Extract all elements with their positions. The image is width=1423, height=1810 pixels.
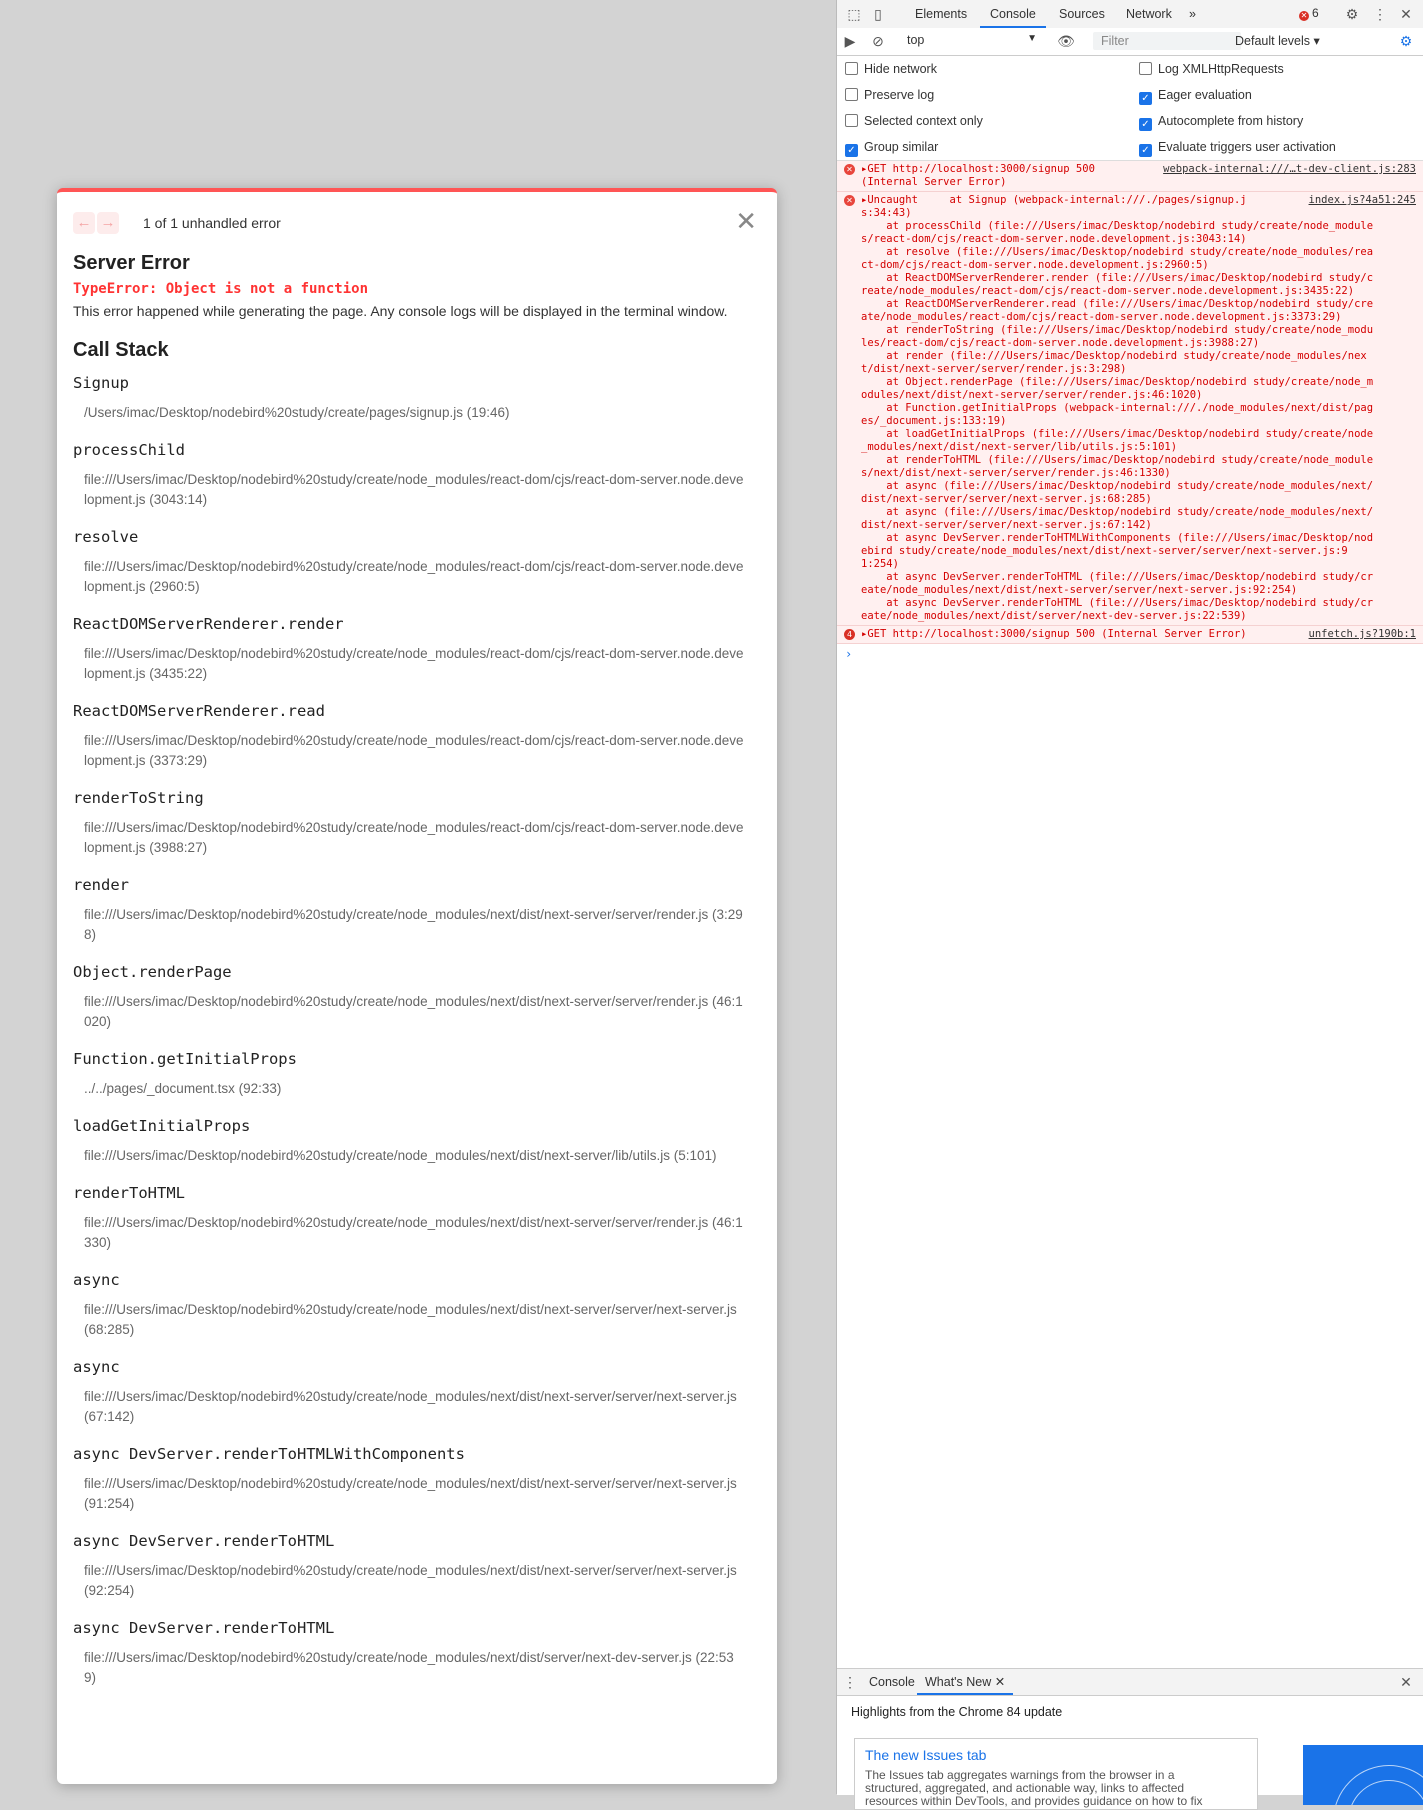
- frame-location: file:///Users/imac/Desktop/nodebird%20study/create/node_modules/react-dom/cjs/react-dom-server.node.development.js (3373:29): [84, 733, 744, 768]
- devtools-panel: [836, 0, 1423, 1808]
- overlay-body: [73, 252, 761, 1706]
- checkbox-checked-icon: ✓: [1139, 118, 1152, 131]
- eye-icon[interactable]: 👁: [1057, 33, 1075, 49]
- arrow-left-icon: ←: [76, 214, 92, 231]
- log-xhr-label: Log XMLHttpRequests: [1158, 62, 1284, 76]
- tab-network[interactable]: Network: [1126, 7, 1172, 21]
- filter-input[interactable]: Filter: [1093, 32, 1241, 50]
- frame-function-name: Signup: [73, 374, 129, 392]
- error-title: Server Error: [73, 252, 190, 274]
- call-stack-frame[interactable]: [73, 702, 761, 771]
- error-icon: ✕: [844, 164, 855, 175]
- message-text: ▸GET http://localhost:3000/signup 500 (Internal Server Error): [861, 628, 1247, 640]
- frame-function-name: Function.getInitialProps: [73, 1050, 297, 1068]
- error-count: 1 of 1 unhandled error: [143, 215, 281, 231]
- frame-function-name: renderToString: [73, 789, 204, 807]
- frame-location: file:///Users/imac/Desktop/nodebird%20study/create/node_modules/react-dom/cjs/react-dom-server.node.development.js (2960:5): [84, 559, 744, 594]
- console-toolbar: [837, 28, 1423, 56]
- selected-context-checkbox[interactable]: [845, 114, 983, 128]
- console-messages: [837, 161, 1423, 666]
- context-value: top: [907, 33, 925, 47]
- overlay-header: [73, 206, 761, 242]
- call-stack-frame[interactable]: [73, 1358, 761, 1427]
- clear-console-icon[interactable]: ⊘: [872, 33, 884, 49]
- frame-function-name: resolve: [73, 528, 139, 546]
- prev-error-button[interactable]: [73, 212, 95, 234]
- frame-location: /Users/imac/Desktop/nodebird%20study/create/pages/signup.js (19:46): [84, 405, 510, 420]
- call-stack-frame[interactable]: [73, 1184, 761, 1253]
- console-error-message[interactable]: [837, 192, 1423, 626]
- call-stack-frame[interactable]: [73, 1271, 761, 1340]
- whats-new-card[interactable]: [854, 1738, 1258, 1810]
- close-devtools-icon[interactable]: ✕: [1400, 6, 1412, 22]
- evaluate-triggers-label: Evaluate triggers user activation: [1158, 140, 1336, 154]
- frame-function-name: render: [73, 876, 129, 894]
- error-icon: ✕: [1300, 11, 1308, 20]
- context-selector[interactable]: [907, 33, 1037, 49]
- close-drawer-icon[interactable]: ✕: [1400, 1674, 1412, 1690]
- kebab-menu-icon[interactable]: ⋮: [1373, 6, 1387, 22]
- message-source-link[interactable]: index.js?4a51:245: [1308, 194, 1416, 206]
- frame-function-name: processChild: [73, 441, 185, 459]
- frame-location: file:///Users/imac/Desktop/nodebird%20study/create/node_modules/next/dist/next-server/server/render.js (3:298): [84, 907, 743, 942]
- call-stack-frame[interactable]: [73, 1532, 761, 1601]
- drawer-menu-icon[interactable]: ⋮: [843, 1674, 857, 1690]
- autocomplete-checkbox[interactable]: [1139, 114, 1303, 131]
- error-count-value: 6: [1312, 6, 1319, 20]
- preserve-log-checkbox[interactable]: [845, 88, 934, 102]
- checkbox-icon: [845, 114, 858, 127]
- call-stack-frame[interactable]: [73, 876, 761, 945]
- devtools-drawer: [837, 1668, 1423, 1808]
- close-icon: ✕: [735, 206, 757, 236]
- frame-location: file:///Users/imac/Desktop/nodebird%20study/create/node_modules/next/dist/server/next-dev-server.js (22:539): [84, 1650, 734, 1685]
- console-settings-icon[interactable]: ⚙: [1399, 33, 1413, 49]
- call-stack-frame[interactable]: [73, 1050, 761, 1099]
- evaluate-triggers-checkbox[interactable]: [1139, 140, 1336, 157]
- frame-location: file:///Users/imac/Desktop/nodebird%20study/create/node_modules/next/dist/next-server/server/next-server.js (91:254): [84, 1476, 737, 1511]
- checkbox-checked-icon: ✓: [845, 144, 858, 157]
- log-xhr-checkbox[interactable]: [1139, 62, 1284, 76]
- selected-context-label: Selected context only: [864, 114, 983, 128]
- message-text: ▸Uncaught at Signup (webpack-internal:///./pages/signup.j s:34:43) at processChild (file:///Users/imac/Desktop/nodebird study/create/node_module s/react-dom/cjs/react-dom-server.node.development.js:3043:14) at resolve (file:///Users/imac/Desktop/nodebird study/create/node_modules/rea ct-dom/cjs/react-dom-server.node.development.js:2960:5) at ReactDOMServerRenderer.render (file:///Users/imac/Desktop/nodebird study/c reate/node_modules/react-dom/cjs/react-dom-server.node.development.js:3435:22) at ReactDOMServerRenderer.read (file:///Users/imac/Desktop/nodebird study/cre ate/node_modules/react-dom/cjs/react-dom-server.node.development.js:3373:29) at renderToString (file:///Users/imac/Desktop/nodebird study/create/node_modu les/react-dom/cjs/react-dom-server.node.development.js:3988:27) at render (file:///Users/imac/Desktop/nodebird study/create/node_modules/nex t/dist/next-server/server/render.js:3:298) at Object.renderPage (file:///Users/imac/Desktop/nodebird study/create/node_m odules/next/dist/next-server/server/render.js:46:1020) at Function.getInitialProps (webpack-internal:///./node_modules/next/dist/pag es/_document.js:133:19) at loadGetInitialProps (file:///Users/imac/Desktop/nodebird study/create/node _modules/next/dist/next-server/lib/utils.js:5:101) at renderToHTML (file:///Users/imac/Desktop/nodebird study/create/node_module s/next/dist/next-server/server/render.js:46:1330) at async (file:///Users/imac/Desktop/nodebird study/create/node_modules/next/ dist/next-server/server/next-server.js:68:285) at async (file:///Users/imac/Desktop/nodebird study/create/node_modules/next/ dist/next-server/server/next-server.js:67:142) at async DevServer.renderToHTMLWithComponents (file:///Users/imac/Desktop/nod ebird study/create/node_modules/next/dist/next-server/server/next-server.js:9 1:254) at async DevServer.renderToHTML (file:///Users/imac/Desktop/nodebird study/cr eate/node_modules/next/dist/next-server/server/next-server.js:92:254) at async DevServer.renderToHTML (file:///Users/imac/Desktop/nodebird study/cr eate/node_modules/next/dist/server/next-dev-server.js:22:539): [861, 194, 1374, 622]
- console-error-message[interactable]: [837, 161, 1423, 192]
- error-overlay: [57, 188, 777, 1784]
- card-text: The Issues tab aggregates warnings from the browser in a structured, aggregated, and actionable way, links to affected resources within DevTools, and provides guidance on how to fix: [865, 1768, 1203, 1808]
- frame-location: file:///Users/imac/Desktop/nodebird%20study/create/node_modules/next/dist/next-server/server/next-server.js (67:142): [84, 1389, 737, 1424]
- call-stack-frame[interactable]: [73, 1619, 761, 1688]
- frame-function-name: async: [73, 1358, 120, 1376]
- call-stack-frame[interactable]: [73, 615, 761, 684]
- call-stack-frame[interactable]: [73, 1117, 761, 1166]
- frame-location: file:///Users/imac/Desktop/nodebird%20study/create/node_modules/next/dist/next-server/server/next-server.js (92:254): [84, 1563, 737, 1598]
- frame-location: file:///Users/imac/Desktop/nodebird%20study/create/node_modules/next/dist/next-server/server/render.js (46:1020): [84, 994, 743, 1029]
- message-text: ▸GET http://localhost:3000/signup 500 (Internal Server Error): [861, 163, 1095, 188]
- drawer-tab-whats-new[interactable]: [917, 1669, 1013, 1695]
- sidebar-toggle-icon[interactable]: ▶: [844, 33, 856, 49]
- call-stack-frame[interactable]: [73, 1445, 761, 1514]
- log-levels-dropdown[interactable]: Default levels ▾: [1235, 34, 1320, 48]
- call-stack-frame[interactable]: [73, 374, 761, 423]
- frame-function-name: async: [73, 1271, 120, 1289]
- console-settings: [837, 55, 1423, 161]
- frame-location: file:///Users/imac/Desktop/nodebird%20study/create/node_modules/next/dist/next-server/server/next-server.js (68:285): [84, 1302, 737, 1337]
- group-similar-checkbox[interactable]: [845, 140, 938, 157]
- frame-function-name: async DevServer.renderToHTML: [73, 1619, 335, 1637]
- error-description: This error happened while generating the page. Any console logs will be displayed in the terminal window.: [73, 303, 728, 319]
- hide-network-checkbox[interactable]: [845, 62, 937, 76]
- error-type: TypeError: Object is not a function: [73, 281, 369, 297]
- frame-function-name: ReactDOMServerRenderer.read: [73, 702, 325, 720]
- more-tabs-button[interactable]: »: [1189, 7, 1196, 21]
- device-toolbar-icon[interactable]: ▯: [874, 6, 882, 22]
- frame-location: file:///Users/imac/Desktop/nodebird%20study/create/node_modules/react-dom/cjs/react-dom-server.node.development.js (3988:27): [84, 820, 744, 855]
- frame-function-name: Object.renderPage: [73, 963, 232, 981]
- call-stack-frame[interactable]: [73, 789, 761, 858]
- highlights-heading: Highlights from the Chrome 84 update: [851, 1705, 1063, 1719]
- message-source-link[interactable]: unfetch.js?190b:1: [1308, 628, 1416, 640]
- card-title: The new Issues tab: [865, 1747, 987, 1763]
- arrow-right-icon: →: [100, 214, 116, 231]
- chevron-down-icon: ▼: [1027, 33, 1037, 44]
- call-stack-frame[interactable]: [73, 441, 761, 510]
- checkbox-checked-icon: ✓: [1139, 144, 1152, 157]
- tab-elements[interactable]: Elements: [915, 7, 968, 21]
- checkbox-icon: [845, 88, 858, 101]
- eager-evaluation-label: Eager evaluation: [1158, 88, 1252, 102]
- call-stack-title: Call Stack: [73, 339, 169, 361]
- autocomplete-label: Autocomplete from history: [1158, 114, 1304, 128]
- frame-function-name: loadGetInitialProps: [73, 1117, 251, 1135]
- error-count-badge[interactable]: [1299, 6, 1319, 21]
- frame-location: file:///Users/imac/Desktop/nodebird%20study/create/node_modules/next/dist/next-server/server/render.js (46:1330): [84, 1215, 743, 1250]
- frame-function-name: ReactDOMServerRenderer.render: [73, 615, 344, 633]
- frame-function-name: renderToHTML: [73, 1184, 185, 1202]
- message-source-link[interactable]: webpack-internal:///…t-dev-client.js:283: [1163, 163, 1416, 175]
- frame-function-name: async DevServer.renderToHTMLWithComponents: [73, 1445, 465, 1463]
- repeat-count-badge: 4: [844, 629, 855, 640]
- frame-location: ../../pages/_document.tsx (92:33): [84, 1081, 282, 1096]
- feature-thumbnail: [1303, 1745, 1423, 1805]
- call-stack-frame[interactable]: [73, 528, 761, 597]
- eager-evaluation-checkbox[interactable]: [1139, 88, 1252, 105]
- checkbox-icon: [1139, 62, 1152, 75]
- inspect-element-icon[interactable]: ⬚: [847, 6, 861, 22]
- whats-new-label: What's New: [925, 1675, 992, 1689]
- checkbox-checked-icon: ✓: [1139, 92, 1152, 105]
- checkbox-icon: [845, 62, 858, 75]
- preserve-log-label: Preserve log: [864, 88, 935, 102]
- group-similar-label: Group similar: [864, 140, 939, 154]
- tab-sources[interactable]: Sources: [1059, 7, 1105, 21]
- call-stack-list: [73, 374, 761, 1688]
- frame-location: file:///Users/imac/Desktop/nodebird%20study/create/node_modules/next/dist/next-server/lib/utils.js (5:101): [84, 1148, 717, 1163]
- hide-network-label: Hide network: [864, 62, 937, 76]
- tab-console[interactable]: Console: [980, 0, 1046, 28]
- drawer-tabs: [837, 1669, 1423, 1696]
- gear-icon[interactable]: ⚙: [1345, 6, 1359, 22]
- drawer-tab-console[interactable]: Console: [869, 1675, 915, 1689]
- devtools-toolbar: [837, 0, 1423, 29]
- next-error-button[interactable]: [97, 212, 119, 234]
- frame-location: file:///Users/imac/Desktop/nodebird%20study/create/node_modules/react-dom/cjs/react-dom-server.node.development.js (3043:14): [84, 472, 744, 507]
- frame-function-name: async DevServer.renderToHTML: [73, 1532, 335, 1550]
- close-overlay-button[interactable]: [735, 208, 757, 234]
- error-icon: ✕: [844, 195, 855, 206]
- frame-location: file:///Users/imac/Desktop/nodebird%20study/create/node_modules/react-dom/cjs/react-dom-server.node.development.js (3435:22): [84, 646, 744, 681]
- close-tab-icon[interactable]: ✕: [994, 1675, 1006, 1689]
- console-prompt[interactable]: ›: [845, 647, 853, 661]
- console-error-message[interactable]: [837, 626, 1423, 644]
- call-stack-frame[interactable]: [73, 963, 761, 1032]
